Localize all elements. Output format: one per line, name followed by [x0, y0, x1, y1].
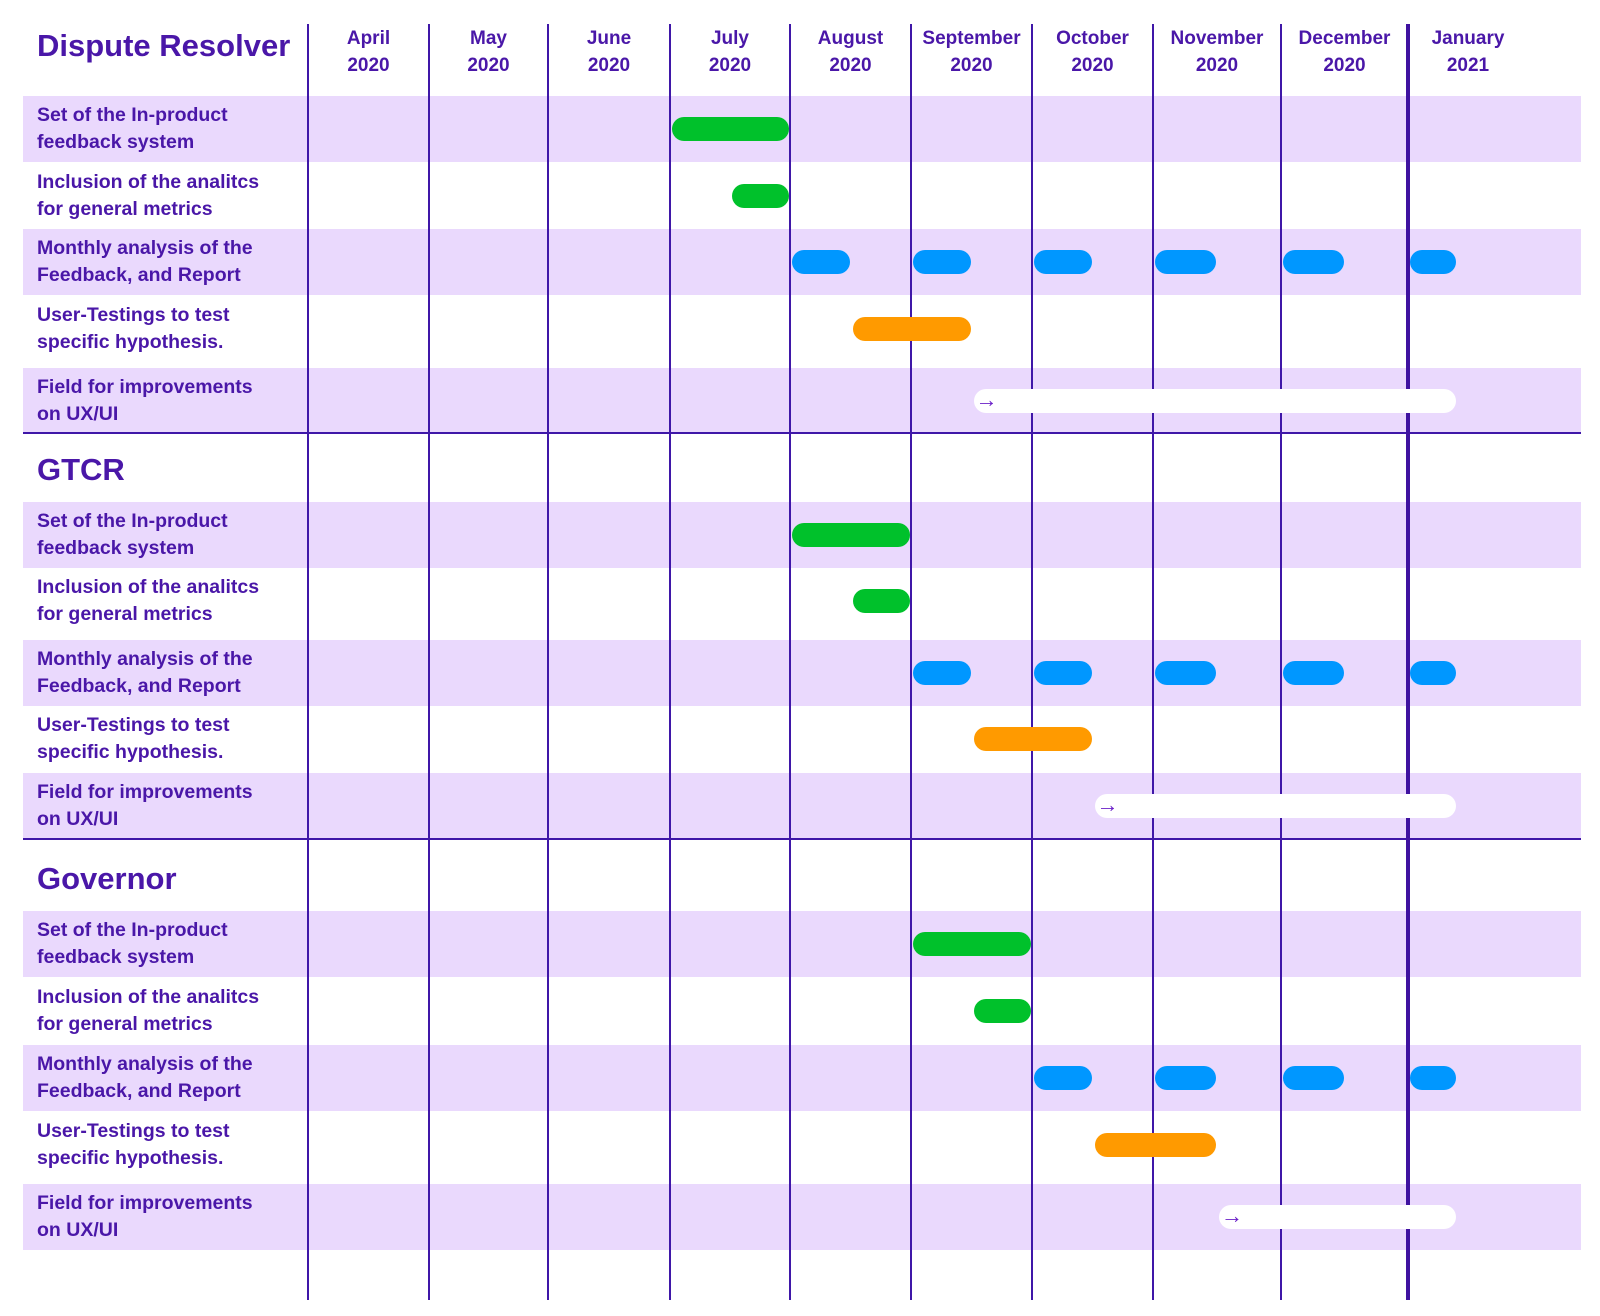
month-name: October	[1056, 28, 1129, 49]
month-year: 2020	[1071, 55, 1114, 76]
task-label	[37, 508, 228, 562]
section-title: Dispute Resolver	[37, 28, 291, 63]
task-label	[37, 235, 253, 289]
month-name: November	[1170, 28, 1264, 49]
task-label-line: Monthly analysis of the	[37, 1053, 253, 1075]
task-label	[37, 574, 259, 628]
right-arrow-icon: →	[1221, 1203, 1243, 1228]
month-header	[668, 25, 792, 79]
task-label-line: specific hypothesis.	[37, 741, 224, 763]
ongoing-bar	[1219, 1205, 1456, 1229]
task-label	[37, 302, 230, 356]
ongoing-bar	[974, 389, 1456, 413]
task-label	[37, 646, 253, 700]
month-header	[307, 25, 431, 79]
month-header	[1031, 25, 1155, 79]
task-label-line: Set of the In-product	[37, 510, 228, 532]
month-year: 2020	[587, 55, 631, 76]
setup-bar	[672, 117, 789, 141]
month-name: May	[470, 28, 507, 49]
current-month-line	[1406, 24, 1410, 1300]
task-label-line: for general metrics	[37, 603, 213, 625]
month-name: January	[1431, 28, 1505, 49]
task-label-line: specific hypothesis.	[37, 1147, 224, 1169]
section-title: GTCR	[37, 452, 125, 487]
task-label-line: Monthly analysis of the	[37, 237, 253, 259]
section-title: Governor	[37, 861, 177, 896]
month-header	[1155, 25, 1279, 79]
analysis-bar	[1034, 250, 1092, 274]
task-label	[37, 169, 259, 223]
analysis-bar	[1034, 661, 1092, 685]
month-header	[910, 25, 1034, 79]
month-header	[427, 25, 551, 79]
section-divider	[23, 838, 1581, 840]
analysis-bar	[1410, 661, 1456, 685]
task-label-line: Field for improvements	[37, 781, 253, 803]
analysis-bar	[1410, 1066, 1456, 1090]
analysis-bar	[913, 661, 971, 685]
task-label-line: Feedback, and Report	[37, 1080, 241, 1102]
month-name: April	[346, 28, 391, 49]
testing-bar	[974, 727, 1092, 751]
month-year: 2020	[347, 55, 390, 76]
month-name: June	[586, 28, 632, 49]
month-name: September	[922, 28, 1021, 49]
task-label	[37, 374, 253, 428]
analysis-bar	[1283, 250, 1344, 274]
row-band	[23, 911, 1581, 977]
analysis-bar	[1283, 1066, 1344, 1090]
row-band	[23, 640, 1581, 706]
task-label-line: feedback system	[37, 537, 195, 559]
task-label-line: for general metrics	[37, 1013, 213, 1035]
month-year: 2020	[1195, 55, 1239, 76]
month-header	[1406, 25, 1530, 79]
month-year: 2020	[950, 55, 993, 76]
setup-bar	[792, 523, 910, 547]
analysis-bar	[1155, 250, 1216, 274]
month-year: 2020	[708, 55, 752, 76]
setup-bar	[913, 932, 1031, 956]
task-label-line: Feedback, and Report	[37, 264, 241, 286]
right-arrow-icon: →	[1096, 792, 1119, 817]
row-band	[23, 96, 1581, 162]
month-gridline	[1280, 24, 1282, 1300]
task-label-line: Inclusion of the analitcs	[37, 171, 260, 193]
row-band	[23, 1045, 1581, 1111]
testing-bar	[853, 317, 971, 341]
task-label-line: Set of the In-product	[37, 104, 228, 126]
month-name: July	[710, 28, 750, 49]
task-label-line: Field for improvements	[37, 1192, 253, 1214]
task-label-line: on UX/UI	[37, 403, 119, 425]
task-label	[37, 917, 228, 971]
analysis-bar	[792, 250, 850, 274]
month-gridline	[1152, 24, 1154, 1300]
month-name: December	[1298, 28, 1391, 49]
month-year: 2020	[829, 55, 872, 76]
task-label	[37, 779, 253, 833]
task-label-line: Inclusion of the analitcs	[37, 576, 260, 598]
task-label	[37, 984, 259, 1038]
task-label-line: Set of the In-product	[37, 919, 228, 941]
testing-bar	[1095, 1133, 1217, 1157]
month-gridline	[307, 24, 309, 1300]
task-label-line: on UX/UI	[37, 808, 119, 830]
month-year: 2020	[467, 55, 510, 76]
right-arrow-icon: →	[975, 387, 998, 412]
task-label-line: User-Testings to test	[37, 1120, 230, 1142]
analysis-bar	[1155, 1066, 1216, 1090]
task-label	[37, 712, 230, 766]
month-gridline	[789, 24, 791, 1300]
month-header	[1283, 25, 1407, 79]
month-gridline	[428, 24, 430, 1300]
analysis-bar	[913, 250, 971, 274]
task-label	[37, 1190, 253, 1244]
task-label-line: feedback system	[37, 946, 195, 968]
month-header	[547, 25, 671, 79]
analysis-bar	[1283, 661, 1344, 685]
month-gridline	[910, 24, 912, 1300]
month-name: August	[817, 28, 884, 49]
month-year: 2020	[1323, 55, 1366, 76]
task-label-line: Field for improvements	[37, 376, 253, 398]
month-year: 2021	[1446, 55, 1490, 76]
month-gridline	[669, 24, 671, 1300]
task-label-line: Inclusion of the analitcs	[37, 986, 260, 1008]
setup-bar	[853, 589, 911, 613]
task-label-line: User-Testings to test	[37, 714, 230, 736]
task-label-line: Feedback, and Report	[37, 675, 241, 697]
section-divider	[23, 432, 1581, 434]
task-label	[37, 1051, 253, 1105]
task-label-line: on UX/UI	[37, 1219, 119, 1241]
task-label	[37, 1118, 230, 1172]
setup-bar	[732, 184, 789, 208]
task-label-line: feedback system	[37, 131, 195, 153]
task-label-line: User-Testings to test	[37, 304, 230, 326]
ongoing-bar	[1095, 794, 1456, 818]
month-gridline	[547, 24, 549, 1300]
analysis-bar	[1410, 250, 1456, 274]
analysis-bar	[1155, 661, 1216, 685]
month-header	[789, 25, 913, 79]
task-label	[37, 102, 228, 156]
task-label-line: specific hypothesis.	[37, 331, 224, 353]
task-label-line: for general metrics	[37, 198, 213, 220]
setup-bar	[974, 999, 1032, 1023]
analysis-bar	[1034, 1066, 1092, 1090]
month-gridline	[1031, 24, 1033, 1300]
task-label-line: Monthly analysis of the	[37, 648, 253, 670]
